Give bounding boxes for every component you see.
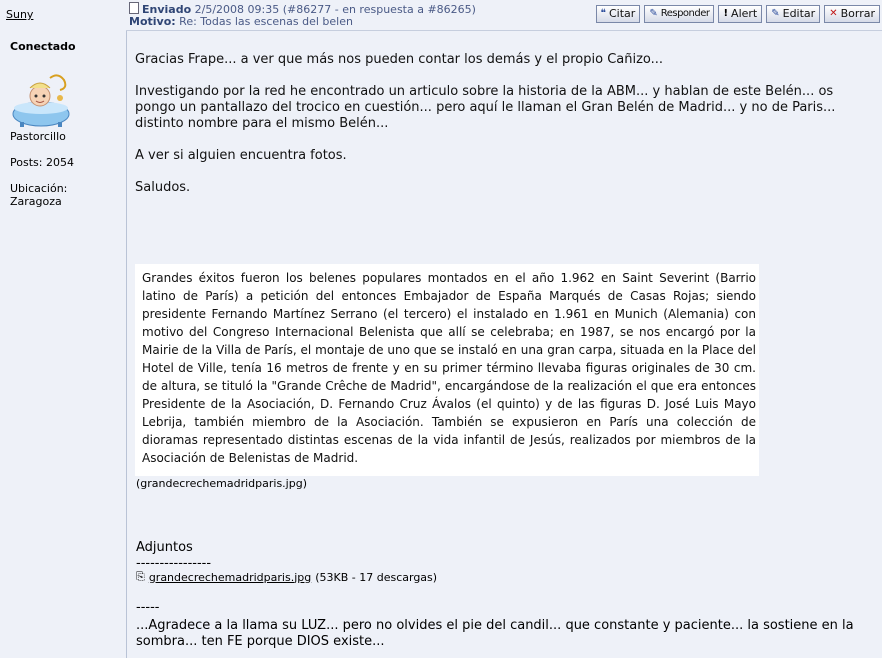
attachment-link[interactable]: grandecrechemadridparis.jpg xyxy=(148,570,312,584)
body-paragraph: Gracias Frape... a ver que más nos pueden contar los demás y el propio Cañizo... xyxy=(135,52,664,67)
post-header xyxy=(126,0,882,31)
edit-button[interactable] xyxy=(766,5,820,23)
attachments-title: Adjuntos xyxy=(136,540,193,555)
user-location: Ubicación: Zaragoza xyxy=(10,182,68,208)
reply-label: Responder xyxy=(660,8,710,19)
subject-text: Re: Todas las escenas del belen xyxy=(179,15,353,28)
body-paragraph: A ver si alguien encuentra fotos. xyxy=(135,148,347,163)
attachments-separator: ---------------- xyxy=(136,556,212,571)
edit-icon: ✎ xyxy=(771,8,780,19)
signature-text: ...Agradece a la llama su LUZ... pero no olvides el pie del candil... que constante y paciente... la sostiene en la sombra... ten FE porque DIOS existe... xyxy=(136,618,854,649)
body-paragraph: Saludos. xyxy=(135,180,191,195)
alert-label: Alert xyxy=(731,7,758,20)
document-icon xyxy=(129,2,139,14)
quote-icon: ❝ xyxy=(600,8,606,19)
attachment-info: (53KB - 17 descargas) xyxy=(315,570,438,584)
avatar xyxy=(10,72,72,128)
post-sent-line xyxy=(129,2,476,16)
post-actions xyxy=(596,5,880,23)
edit-label: Editar xyxy=(782,7,816,20)
delete-label: Borrar xyxy=(840,7,875,20)
delete-button[interactable] xyxy=(824,5,880,23)
user-post-count: Posts: 2054 xyxy=(10,156,74,169)
quote-label: Citar xyxy=(608,7,636,20)
online-status: Conectado xyxy=(10,40,76,53)
signature-separator: ----- xyxy=(136,600,160,615)
body-paragraph: Investigando por la red he encontrado un articulo sobre la historia de la ABM... y hablan de este Belén... os pongo un pantallazo del trocico en cuestión... pero aquí le llaman el Gran Belén de Madrid... y no de Paris... distinto nombre para el mismo Belén... xyxy=(135,84,836,131)
attachment-row xyxy=(136,570,437,584)
attachment-icon: ⎘ xyxy=(136,570,145,583)
sent-info: 2/5/2008 09:35 (#86277 - en respuesta a #86265) xyxy=(194,3,476,16)
user-sidebar xyxy=(0,0,127,658)
embedded-screenshot-image xyxy=(135,264,759,476)
delete-icon: ✕ xyxy=(829,8,838,19)
post-subject-line xyxy=(129,15,353,28)
user-rank: Pastorcillo xyxy=(10,130,66,143)
alert-button[interactable] xyxy=(718,5,762,23)
post-body xyxy=(135,52,865,212)
quote-button[interactable] xyxy=(596,5,641,23)
image-caption: (grandecrechemadridparis.jpg) xyxy=(136,477,307,490)
username-link[interactable]: Suny xyxy=(6,8,34,21)
sent-label: Enviado xyxy=(142,3,192,16)
alert-icon: ! xyxy=(723,8,729,19)
screenshot-text: Grandes éxitos fueron los belenes populares montados en el año 1.962 en Saint Severint (Barrio latino de París) a petición del entonces Embajador de España Marqués de Casas Rojas; siendo presidente Fernando Martínez Serrano (el tercero) el instalado en 1.961 en Munich (Alemania) con motivo del Congreso Internacional Belenista que allí se celebraba; en 1987, se nos encargó por la Mairie de la Villa de París, el montaje de uno que se instaló en una gran carpa, situada en la Place del Hotel de Ville, tenía 16 metros de frente y en su primer término llevaba figuras originales de 30 cm. de altura, se tituló la "Grande Crêche de Madrid", encargándose de la realización el que era entonces Presidente de la Asociación, D. Fernando Cruz Ávalos (el quinto) y de las figuras D. José Luis Mayo Lebrija, también miembro de la Asociación. También se expusieron en París una colección de dioramas representado distintas escenas de la vida infantil de Jesús, realizados por miembros de la Asociación de Belenistas de Madrid. xyxy=(142,271,756,465)
pencil-icon: ✎ xyxy=(649,8,658,19)
subject-label: Motivo: xyxy=(129,15,176,28)
reply-button[interactable] xyxy=(644,5,714,23)
